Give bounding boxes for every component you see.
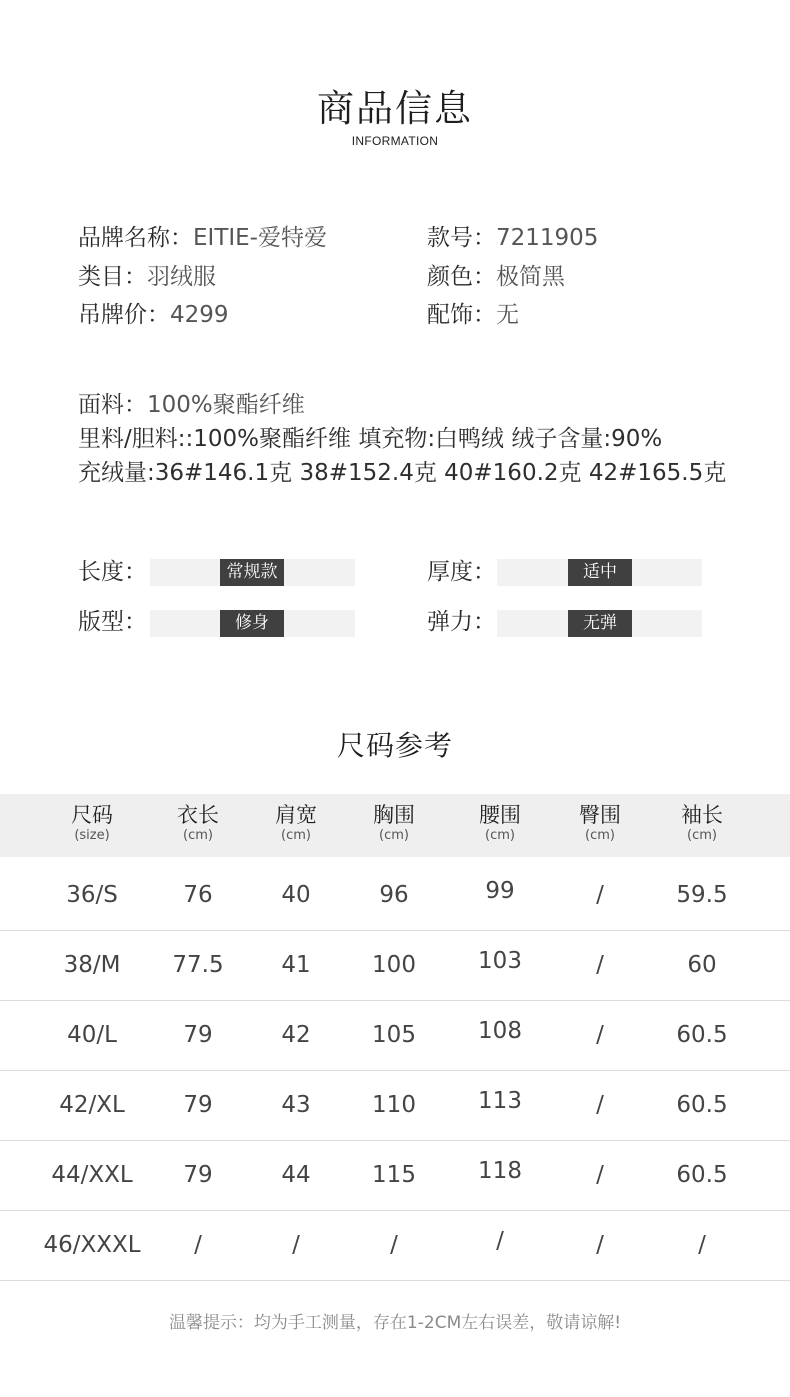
column-unit: (cm)	[485, 828, 515, 843]
column-name: 尺码	[71, 803, 113, 827]
table-row	[0, 930, 790, 1001]
table-cell: 43	[281, 1092, 311, 1118]
page-title: 商品信息	[317, 87, 473, 130]
elasticity-label: 弹力：	[427, 609, 496, 635]
tag-price-value: 4299	[170, 302, 229, 328]
fit-label: 版型：	[78, 609, 147, 635]
table-cell: 41	[281, 952, 311, 978]
column-header-waist	[450, 802, 550, 844]
fit-bar	[150, 610, 355, 637]
column-header-sleeve	[652, 802, 752, 844]
table-cell: /	[596, 1162, 604, 1188]
category-row	[78, 262, 216, 292]
table-row	[0, 860, 790, 931]
column-header-length	[148, 802, 248, 844]
thickness-label: 厚度：	[427, 559, 496, 585]
column-unit: (cm)	[281, 828, 311, 843]
table-cell: 44	[281, 1162, 311, 1188]
thickness-tag: 适中	[568, 559, 632, 586]
accessory-label: 配饰：	[427, 302, 496, 328]
fabric-fill-text: 充绒量:36#146.1克 38#152.4克 40#160.2克 42#165.5克	[78, 460, 727, 486]
table-cell: /	[596, 1092, 604, 1118]
table-cell: 40/L	[67, 1022, 117, 1048]
table-cell: 103	[478, 948, 522, 974]
length-tag: 常规款	[220, 559, 284, 586]
brand-row	[78, 223, 327, 253]
size-chart-title: 尺码参考	[336, 729, 453, 762]
elasticity-tag: 无弹	[568, 610, 632, 637]
column-name: 胸围	[373, 803, 415, 827]
table-cell: 113	[478, 1088, 522, 1114]
table-cell: /	[194, 1232, 202, 1258]
table-cell: /	[596, 1022, 604, 1048]
table-cell: 118	[478, 1158, 522, 1184]
style-no-row	[427, 223, 598, 253]
size-table-header	[0, 794, 790, 857]
table-cell: /	[596, 1232, 604, 1258]
table-cell: 96	[379, 882, 409, 908]
table-cell: 79	[183, 1162, 213, 1188]
table-cell: 79	[183, 1092, 213, 1118]
accessory-value: 无	[496, 302, 519, 328]
brand-label: 品牌名称：	[78, 225, 193, 251]
column-name: 肩宽	[275, 803, 317, 827]
column-name: 臀围	[579, 803, 621, 827]
table-row	[0, 1000, 790, 1071]
table-cell: 44/XXL	[51, 1162, 133, 1188]
table-cell: 60	[687, 952, 717, 978]
column-name: 袖长	[681, 803, 723, 827]
page-subtitle: INFORMATION	[351, 134, 439, 148]
table-cell: 100	[372, 952, 416, 978]
measurement-note: 温馨提示：均为手工测量，存在1-2CM左右误差，敬请谅解!	[168, 1313, 622, 1333]
table-cell: /	[496, 1228, 504, 1254]
column-header-hip	[550, 802, 650, 844]
column-unit: (cm)	[585, 828, 615, 843]
thickness-bar	[497, 559, 702, 586]
fabric-lining-text: 里料/胆料::100%聚酯纤维 填充物:白鸭绒 绒子含量:90%	[78, 426, 663, 452]
table-cell: 110	[372, 1092, 416, 1118]
column-header-size	[42, 802, 142, 844]
table-cell: /	[698, 1232, 706, 1258]
column-unit: (cm)	[379, 828, 409, 843]
column-header-shoulder	[246, 802, 346, 844]
accessory-row	[427, 300, 519, 330]
table-cell: /	[596, 952, 604, 978]
table-cell: 36/S	[66, 882, 118, 908]
column-unit: (cm)	[183, 828, 213, 843]
table-cell: 60.5	[676, 1162, 728, 1188]
table-cell: /	[390, 1232, 398, 1258]
tag-price-label: 吊牌价：	[78, 302, 170, 328]
fabric-outer-label: 面料：	[78, 392, 147, 418]
column-unit: (size)	[74, 828, 110, 843]
color-value: 极简黑	[496, 264, 565, 290]
table-cell: 60.5	[676, 1092, 728, 1118]
table-cell: 38/M	[63, 952, 121, 978]
color-label: 颜色：	[427, 264, 496, 290]
table-cell: /	[596, 882, 604, 908]
category-label: 类目：	[78, 264, 147, 290]
column-name: 衣长	[177, 803, 219, 827]
table-cell: 105	[372, 1022, 416, 1048]
fabric-outer-row	[78, 390, 305, 420]
table-cell: 60.5	[676, 1022, 728, 1048]
style-no-label: 款号：	[427, 225, 496, 251]
table-cell: 40	[281, 882, 311, 908]
table-cell: 46/XXXL	[43, 1232, 141, 1258]
table-cell: 108	[478, 1018, 522, 1044]
table-cell: 79	[183, 1022, 213, 1048]
table-row	[0, 1070, 790, 1141]
fabric-outer-value: 100%聚酯纤维	[147, 392, 305, 418]
table-cell: 76	[183, 882, 213, 908]
column-name: 腰围	[479, 803, 521, 827]
length-bar	[150, 559, 355, 586]
tag-price-row	[78, 300, 229, 330]
table-cell: 77.5	[172, 952, 224, 978]
table-cell: 42	[281, 1022, 311, 1048]
table-row	[0, 1210, 790, 1281]
column-unit: (cm)	[687, 828, 717, 843]
table-row	[0, 1140, 790, 1211]
table-cell: 59.5	[676, 882, 728, 908]
elasticity-bar	[497, 610, 702, 637]
column-header-chest	[344, 802, 444, 844]
category-value: 羽绒服	[147, 264, 216, 290]
table-cell: 42/XL	[59, 1092, 125, 1118]
brand-value: EITIE-爱特爱	[193, 225, 327, 251]
length-label: 长度：	[78, 559, 147, 585]
fit-tag: 修身	[220, 610, 284, 637]
table-cell: 115	[372, 1162, 416, 1188]
info-title-block	[0, 84, 790, 148]
color-row	[427, 262, 565, 292]
table-cell: 99	[485, 878, 515, 904]
table-cell: /	[292, 1232, 300, 1258]
style-no-value: 7211905	[496, 225, 599, 251]
